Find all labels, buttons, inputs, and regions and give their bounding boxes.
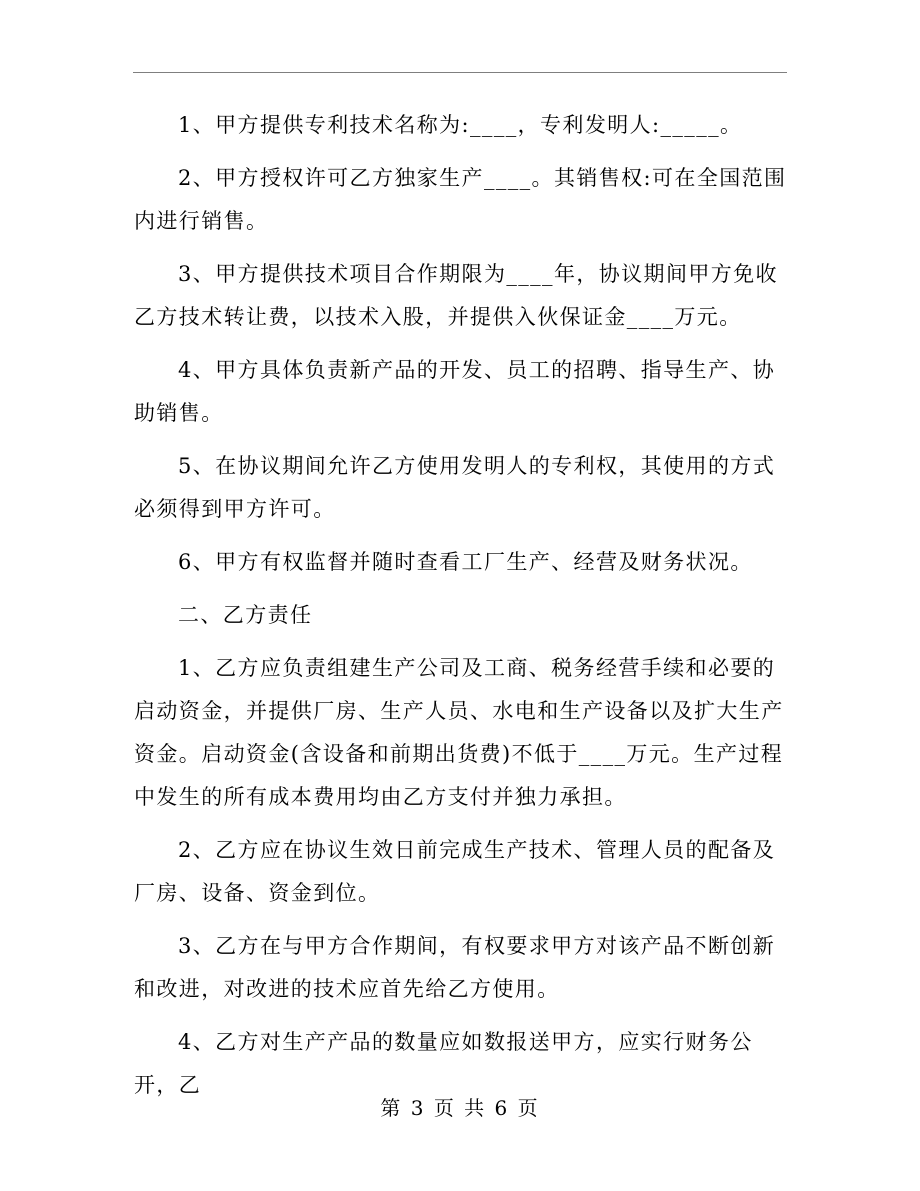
clause-a-3: 3、甲方提供技术项目合作期限为____年，协议期间甲方免收乙方技术转让费，以技术入股，并提供入伙保证金____万元。 [134, 262, 778, 329]
clause-a-6: 6、甲方有权监督并随时查看工厂生产、经营及财务状况。 [178, 550, 753, 574]
header-rule [133, 72, 787, 73]
clause-a-4: 4、甲方具体负责新产品的开发、员工的招聘、指导生产、协助销售。 [134, 358, 776, 425]
clause-b-2: 2、乙方应在协议生效日前完成生产技术、管理人员的配备及厂房、设备、资金到位。 [134, 838, 776, 905]
clause-b-1: 1、乙方应负责组建生产公司及工商、税务经营手续和必要的启动资金，并提供厂房、生产人员、水电和生产设备以及扩大生产资金。启动资金(含设备和前期出货费)不低于____万元。生产过程中发生的所有成本费用均由乙方支付并独力承担。 [134, 656, 784, 809]
clause-b-3: 3、乙方在与甲方合作期间，有权要求甲方对该产品不断创新和改进，对改进的技术应首先给乙方使用。 [134, 934, 776, 1001]
section-heading-party-b: 二、乙方责任 [178, 603, 313, 627]
clause-a-1: 1、甲方提供专利技术名称为:____，专利发明人:_____。 [178, 113, 743, 137]
clause-a-5: 5、在协议期间允许乙方使用发明人的专利权，其使用的方式必须得到甲方许可。 [134, 454, 776, 521]
document-body [134, 104, 794, 1107]
clause-a-2: 2、甲方授权许可乙方独家生产____。其销售权:可在全国范围内进行销售。 [134, 166, 787, 233]
page-number: 第 3 页 共 6 页 [380, 1096, 540, 1120]
clause-b-4: 4、乙方对生产产品的数量应如数报送甲方，应实行财务公开，乙 [134, 1030, 753, 1097]
